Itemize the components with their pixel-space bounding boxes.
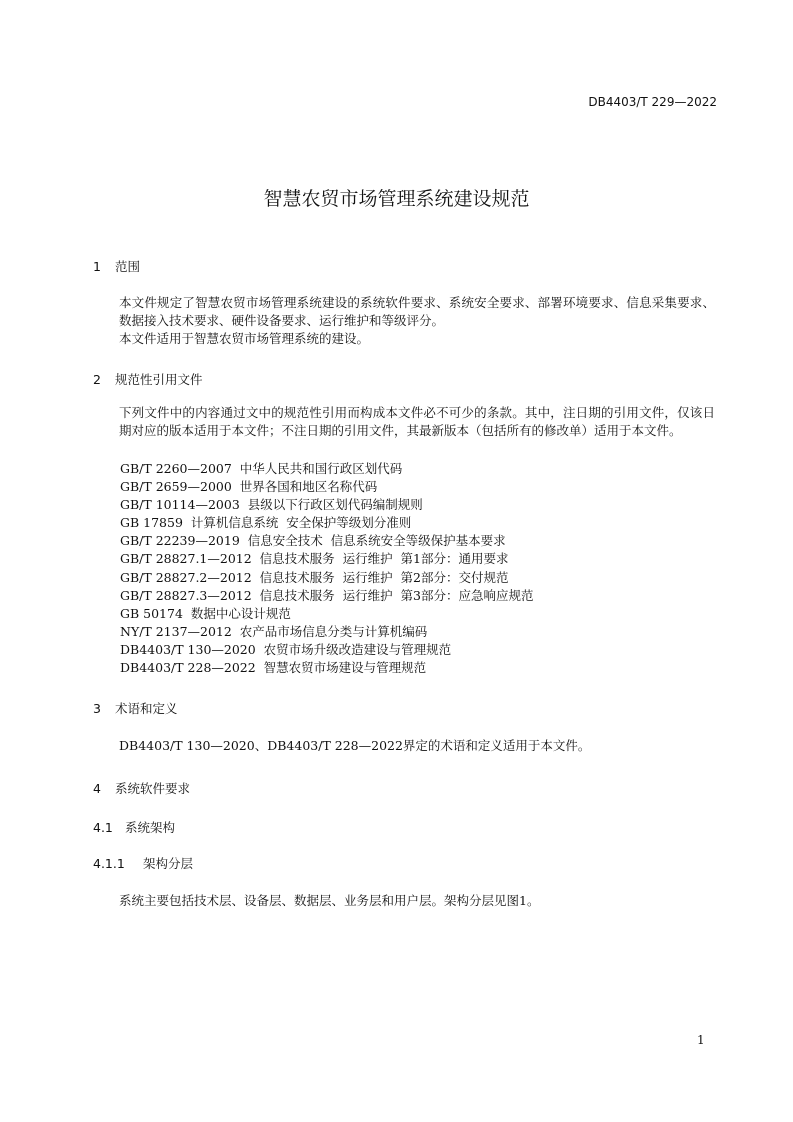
- section-2-body: [93, 404, 715, 440]
- reference-item: GB 17859 计算机信息系统 安全保护等级划分准则: [120, 515, 412, 531]
- section-heading-3: [93, 699, 178, 717]
- section-heading-4: [93, 779, 190, 797]
- reference-item: GB/T 2659—2000 世界各国和地区名称代码: [120, 479, 378, 495]
- section-title: 规范性引用文件: [115, 372, 203, 387]
- section-heading-2: [93, 370, 203, 388]
- reference-item: GB/T 28827.3—2012 信息技术服务 运行维护 第3部分：应急响应规范: [120, 587, 534, 603]
- section-3-body: [93, 737, 715, 755]
- reference-list: [120, 460, 534, 677]
- section-1-body: [93, 294, 715, 348]
- section-heading-4-1-1: [93, 854, 193, 872]
- section-number: 4.1.1: [93, 856, 125, 871]
- reference-item: GB/T 2260—2007 中华人民共和国行政区划代码: [120, 461, 403, 476]
- reference-item: DB4403/T 228—2022 智慧农贸市场建设与管理规范: [120, 660, 427, 676]
- section-heading-1: [93, 257, 140, 275]
- page-number: 1: [697, 1033, 705, 1047]
- section-number: 3: [93, 701, 101, 716]
- paragraph: 系统主要包括技术层、设备层、数据层、业务层和用户层。架构分层见图1。: [119, 893, 540, 908]
- document-title: 智慧农贸市场管理系统建设规范: [263, 188, 530, 210]
- section-number: 4: [93, 781, 101, 796]
- reference-item: NY/T 2137—2012 农产品市场信息分类与计算机编码: [120, 623, 428, 639]
- document-number-header: DB4403/T 229—2022: [588, 95, 717, 109]
- section-title: 范围: [115, 259, 141, 274]
- reference-item: GB/T 22239—2019 信息安全技术 信息系统安全等级保护基本要求: [120, 533, 506, 549]
- reference-item: GB 50174 数据中心设计规范: [120, 605, 291, 621]
- reference-item: GB/T 28827.2—2012 信息技术服务 运行维护 第2部分：交付规范: [120, 569, 509, 585]
- section-number: 4.1: [93, 820, 113, 835]
- reference-item: GB/T 28827.1—2012 信息技术服务 运行维护 第1部分：通用要求: [120, 551, 509, 567]
- section-number: 2: [93, 372, 101, 387]
- section-title: 系统架构: [125, 820, 176, 835]
- section-heading-4-1: [93, 818, 175, 836]
- paragraph: 下列文件中的内容通过文中的规范性引用而构成本文件必不可少的条款。其中，注日期的引用文件，仅该日期对应的版本适用于本文件；不注日期的引用文件，其最新版本（包括所有的修改单）适用于本文件。: [119, 405, 715, 438]
- reference-item: GB/T 10114—2003 县级以下行政区划代码编制规则: [120, 497, 423, 513]
- reference-item: DB4403/T 130—2020 农贸市场升级改造建设与管理规范: [120, 641, 452, 657]
- paragraph: 本文件适用于智慧农贸市场管理系统的建设。: [119, 331, 370, 346]
- section-number: 1: [93, 259, 101, 274]
- section-title: 术语和定义: [115, 701, 178, 716]
- paragraph: DB4403/T 130—2020、DB4403/T 228—2022界定的术语和定义适用于本文件。: [119, 738, 591, 753]
- section-title: 架构分层: [143, 856, 194, 871]
- paragraph: 本文件规定了智慧农贸市场管理系统建设的系统软件要求、系统安全要求、部署环境要求、信息采集要求、数据接入技术要求、硬件设备要求、运行维护和等级评分。: [119, 295, 715, 328]
- section-4-1-1-body: [93, 892, 715, 910]
- section-title: 系统软件要求: [115, 781, 191, 796]
